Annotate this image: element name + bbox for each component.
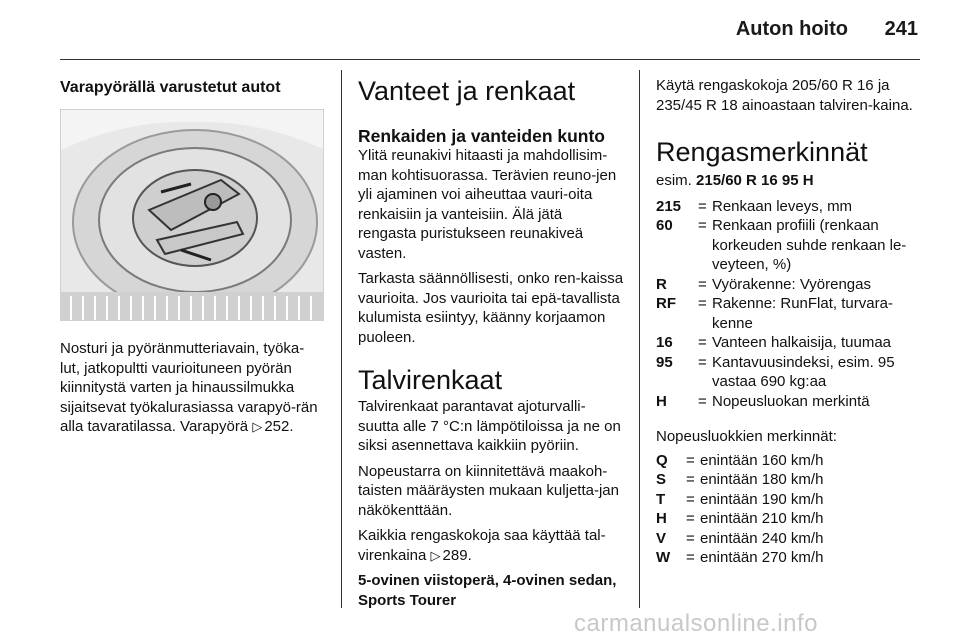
- marking-value: Renkaan profiili (renkaan korkeuden suhde renkaan le-veyteen, %): [712, 217, 907, 273]
- example-label: esim.: [656, 172, 692, 189]
- list-item: [656, 451, 922, 471]
- marking-key: R: [656, 275, 667, 293]
- list-item: [656, 294, 922, 333]
- equals-sign: =: [686, 451, 695, 469]
- paragraph-text: Kaikkia rengaskokoja saa käyttää tal-virenkaina: [358, 527, 606, 564]
- equals-sign: =: [686, 529, 695, 547]
- column-divider-2: [639, 70, 640, 608]
- section-title: Rengasmerkinnät: [656, 137, 868, 167]
- chapter-title: Vanteet ja renkaat: [358, 76, 576, 106]
- equals-sign: =: [698, 217, 707, 234]
- equals-sign: =: [686, 549, 695, 566]
- header-divider: [60, 59, 920, 60]
- equals-sign: =: [698, 353, 707, 371]
- speed-value: enintään 210 km/h: [700, 510, 824, 527]
- speed-value: enintään 190 km/h: [700, 490, 824, 508]
- marking-key: 95: [656, 353, 673, 371]
- marking-value: Vanteen halkaisija, tuumaa: [712, 334, 892, 351]
- marking-value: Nopeusluokan merkintä: [712, 392, 870, 410]
- bold-subheading: 5-ovinen viistoperä, 4-ovinen sedan, Sports Tourer: [358, 572, 617, 609]
- equals-sign: =: [686, 490, 695, 508]
- page-reference[interactable]: 252.: [264, 418, 294, 435]
- page-number: 241: [884, 18, 918, 40]
- speed-key: W: [656, 549, 671, 566]
- list-item: [656, 529, 922, 549]
- column-2: [358, 76, 624, 610]
- section-heading: Renkaiden ja vanteiden kunto: [358, 126, 605, 146]
- marking-key: RF: [656, 295, 676, 312]
- paragraph: Käytä rengaskokoja 205/60 R 16 ja 235/45 R 18 ainoastaan talviren-kaina.: [656, 77, 913, 114]
- equals-sign: =: [686, 471, 695, 488]
- page-header-title: Auton hoito: [735, 18, 848, 40]
- page-reference-icon: ▷: [430, 547, 441, 563]
- equals-sign: =: [698, 275, 707, 293]
- marking-value: Vyörakenne: Vyörengas: [712, 275, 871, 293]
- list-item: [656, 490, 922, 510]
- speed-value: enintään 240 km/h: [700, 529, 824, 547]
- section-heading: Varapyörällä varustetut autot: [60, 79, 281, 96]
- list-item: [656, 509, 922, 529]
- example-line: [656, 171, 922, 191]
- column-divider-1: [341, 70, 342, 608]
- marking-key: H: [656, 392, 667, 410]
- list-item: [656, 470, 922, 490]
- markings-list: [656, 197, 922, 412]
- marking-value: Renkaan leveys, mm: [712, 197, 853, 215]
- list-item: [656, 216, 922, 275]
- equals-sign: =: [686, 510, 695, 527]
- list-item: [656, 548, 922, 568]
- equals-sign: =: [698, 295, 707, 312]
- speed-key: Q: [656, 451, 668, 469]
- marking-value: Rakenne: RunFlat, turvara-kenne: [712, 295, 893, 332]
- marking-key: 16: [656, 334, 673, 351]
- marking-key: 215: [656, 197, 682, 215]
- speed-class-list: [656, 451, 922, 568]
- list-item: [656, 197, 922, 217]
- page-reference[interactable]: 289.: [442, 546, 472, 564]
- speed-value: enintään 160 km/h: [700, 451, 824, 469]
- figure-caption: [60, 339, 324, 437]
- list-item: [656, 353, 922, 392]
- speed-key: H: [656, 510, 667, 527]
- column-1: [60, 76, 324, 437]
- paragraph: Tarkasta säännöllisesti, onko ren-kaissa vaurioita. Jos vaurioita tai epä-tavallista kulumista esiintyy, käänny korjaamon puoleen.: [358, 270, 624, 346]
- speed-key: T: [656, 490, 666, 508]
- equals-sign: =: [698, 197, 707, 215]
- speed-value: enintään 180 km/h: [700, 471, 824, 488]
- speed-key: S: [656, 471, 667, 488]
- list-item: [656, 275, 922, 295]
- speed-class-heading: Nopeusluokkien merkinnät:: [656, 428, 837, 445]
- caption-text: Nosturi ja pyöränmutteriavain, työka-lut, jatkopultti vaurioituneen pyörän kiinnitystä varten ja hinaussilmukka sijaitsevat työkalurasiassa varapyö-rän alla tavaratilassa. Varapyörä: [60, 340, 318, 435]
- paragraph: [358, 526, 624, 565]
- column-3: [656, 76, 922, 568]
- spare-wheel-toolkit-illustration: [60, 109, 324, 321]
- list-item: [656, 392, 922, 412]
- speed-value: enintään 270 km/h: [700, 549, 824, 566]
- paragraph: Talvirenkaat parantavat ajoturvalli-suutta alle 7 °C:n lämpötiloissa ja ne on siksi asennettava kaikkiin pyöriin.: [358, 398, 621, 454]
- paragraph: Ylitä reunakivi hitaasti ja mahdollisim-man kohtisuorassa. Terävien reuno-jen yli ajaminen voi aiheuttaa vauri-oita renkaisiin ja vanteisiin. Älä jätä rengasta puristukseen reunakiveä vasten.: [358, 147, 617, 262]
- watermark: carmanualsonline.info: [574, 610, 818, 637]
- equals-sign: =: [698, 392, 707, 410]
- paragraph: Nopeustarra on kiinnitettävä maakoh-taisten määräysten mukaan kuljetta-jan näkökenttään.: [358, 462, 619, 519]
- equals-sign: =: [698, 334, 707, 351]
- page-reference-icon: ▷: [252, 419, 263, 434]
- marking-key: 60: [656, 217, 673, 234]
- marking-value: Kantavuusindeksi, esim. 95 vastaa 690 kg:aa: [712, 353, 895, 390]
- example-value: 215/60 R 16 95 H: [696, 172, 814, 189]
- list-item: [656, 333, 922, 353]
- speed-key: V: [656, 529, 667, 547]
- section-title: Talvirenkaat: [358, 365, 503, 395]
